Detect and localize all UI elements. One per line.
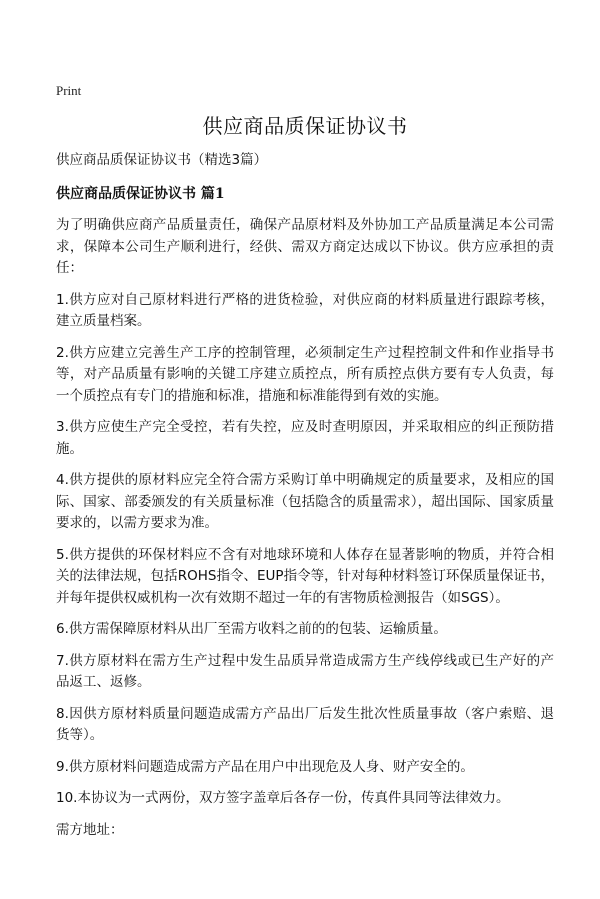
- document-subtitle: 供应商品质保证协议书（精选3篇）: [56, 152, 268, 168]
- paragraph-item-4: 4.供方提供的原材料应完全符合需方采购订单中明确规定的质量要求，及相应的国际、国家、部委颁发的有关质量标准（包括隐含的质量需求），超出国际、国家质量要求的，以需方要求为准。: [56, 472, 554, 531]
- page-title: 供应商品质保证协议书: [202, 114, 408, 138]
- paragraph-item-1: 1.供方应对自己原材料进行严格的进货检验，对供应商的材料质量进行跟踪考核，建立质量档案。: [56, 291, 554, 329]
- paragraph-item-7: 7.供方原材料在需方生产过程中发生品质异常造成需方生产线停线或已生产好的产品返工、返修。: [56, 652, 554, 690]
- paragraph-item-9: 9.供方原材料问题造成需方产品在用户中出现危及人身、财产安全的。: [56, 758, 474, 775]
- paragraph-item-5: 5.供方提供的环保材料应不含有对地球环境和人体存在显著影响的物质，并符合相关的法律法规，包括ROHS指令、EUP指令等，针对每种材料签订环保质量保证书，并每年提供权威机构一次有效期不超过一年的有害物质检测报告（如SGS）。: [56, 546, 554, 606]
- section-heading: 供应商品质保证协议书 篇1: [56, 186, 225, 202]
- paragraph-intro: 为了明确供应商产品质量责任，确保产品原材料及外协加工产品质量满足本公司需求，保障本公司生产顺利进行，经供、需双方商定达成以下协议。供方应承担的责任：: [56, 217, 554, 276]
- paragraph-buyer-address: 需方地址：: [56, 821, 124, 838]
- document-body: [56, 112, 554, 851]
- paragraph-item-3: 3.供方应使生产完全受控，若有失控，应及时查明原因，并采取相应的纠正预防措施。: [56, 419, 554, 457]
- print-link[interactable]: Print: [56, 83, 82, 98]
- paragraph-item-2: 2.供方应建立完善生产工序的控制管理，必须制定生产过程控制文件和作业指导书等，对产品质量有影响的关键工序建立质控点，所有质控点供方要有专人负责，每一个质控点有专门的措施和标准，措施和标准能得到有效的实施。: [56, 344, 554, 404]
- paragraph-list: [56, 215, 554, 841]
- paragraph-item-10: 10.本协议为一式两份，双方签字盖章后各存一份，传真件具同等法律效力。: [56, 790, 510, 806]
- paragraph-item-6: 6.供方需保障原材料从出厂至需方收料之前的的包装、运输质量。: [56, 621, 447, 637]
- paragraph-item-8: 8.因供方原材料质量问题造成需方产品出厂后发生批次性质量事故（客户索赔、退货等）。: [56, 705, 554, 743]
